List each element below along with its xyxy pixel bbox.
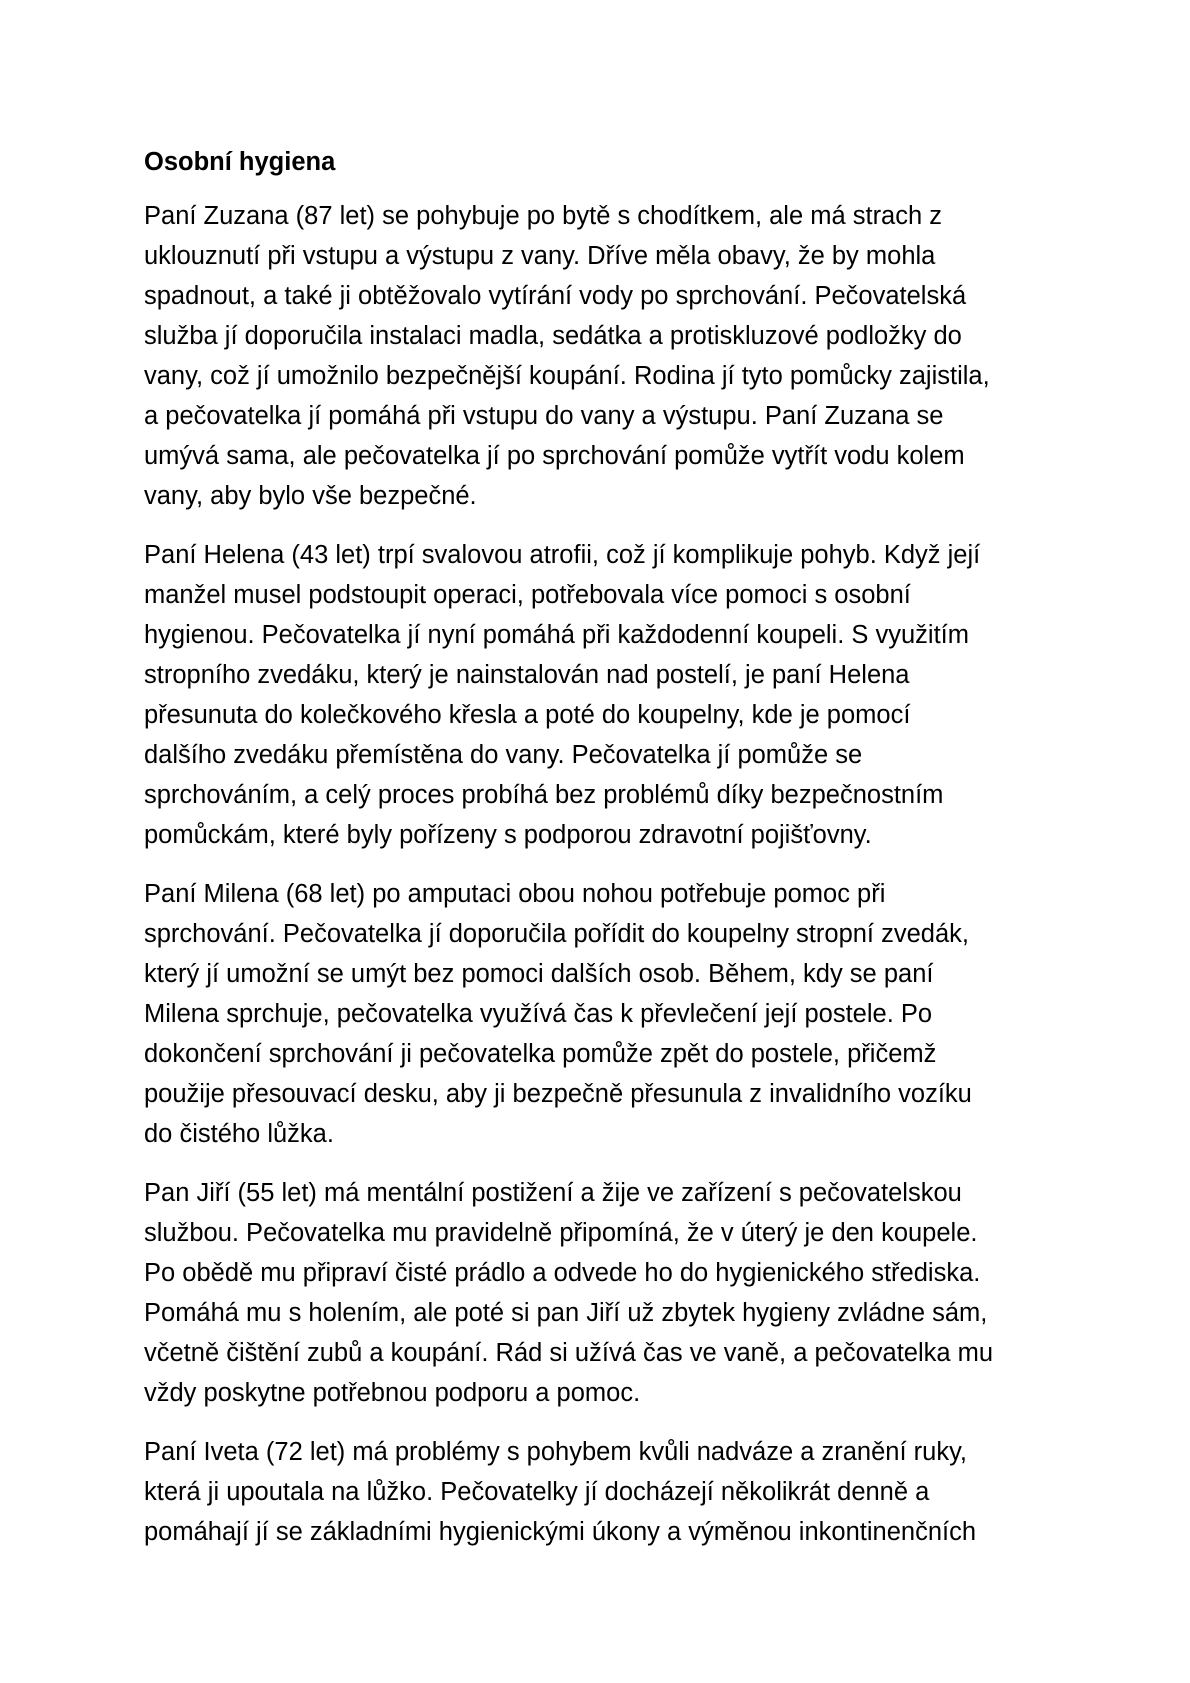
text-line: pomáhají jí se základními hygienickými úkony a výměnou inkontinenčních xyxy=(144,1518,977,1546)
text-line: který jí umožní se umýt bez pomoci dalších osob. Během, kdy se paní xyxy=(144,960,934,988)
text-line: vany, což jí umožnilo bezpečnější koupání. Rodina jí tyto pomůcky zajistila, xyxy=(144,362,990,390)
text-line: hygienou. Pečovatelka jí nyní pomáhá při každodenní koupeli. S využitím xyxy=(144,621,969,649)
text-line: Milena sprchuje, pečovatelka využívá čas k převlečení její postele. Po xyxy=(144,1000,933,1028)
text-line: použije přesouvací desku, aby ji bezpečně přesunula z invalidního vozíku xyxy=(144,1080,972,1108)
text-line: službou. Pečovatelka mu pravidelně připomíná, že v úterý je den koupele. xyxy=(144,1219,978,1247)
text-line: stropního zvedáku, který je nainstalován nad postelí, je paní Helena xyxy=(144,661,910,689)
text-line: uklouznutí při vstupu a výstupu z vany. Dříve měla obavy, že by mohla xyxy=(144,242,936,270)
text-line: spadnout, a také ji obtěžovalo vytírání vody po sprchování. Pečovatelská xyxy=(144,282,967,310)
text-line: sprchování. Pečovatelka jí doporučila pořídit do koupelny stropní zvedák, xyxy=(144,920,969,948)
paragraph-iveta xyxy=(144,1432,1064,1552)
paragraph-jiri xyxy=(144,1173,1064,1413)
text-line: Paní Iveta (72 let) má problémy s pohybem kvůli nadváze a zranění ruky, xyxy=(144,1438,968,1466)
text-line: včetně čištění zubů a koupání. Rád si užívá čas ve vaně, a pečovatelka mu xyxy=(144,1339,994,1367)
text-line: sprchováním, a celý proces probíhá bez problémů díky bezpečnostním xyxy=(144,781,944,809)
text-line: Pan Jiří (55 let) má mentální postižení a žije ve zařízení s pečovatelskou xyxy=(144,1179,962,1207)
text-line: Paní Helena (43 let) trpí svalovou atrofii, což jí komplikuje pohyb. Když její xyxy=(144,541,981,569)
text-line: vany, aby bylo vše bezpečné. xyxy=(144,482,477,510)
document-body xyxy=(144,142,1064,1571)
text-line: do čistého lůžka. xyxy=(144,1120,334,1148)
text-line: dokončení sprchování ji pečovatelka pomůže zpět do postele, přičemž xyxy=(144,1040,937,1068)
text-line: Paní Zuzana (87 let) se pohybuje po bytě s chodítkem, ale má strach z xyxy=(144,202,943,230)
paragraph-helena xyxy=(144,535,1064,855)
text-line: manžel musel podstoupit operaci, potřebovala více pomoci s osobní xyxy=(144,581,911,609)
text-line: Po obědě mu připraví čisté prádlo a odvede ho do hygienického střediska. xyxy=(144,1259,981,1287)
text-line: dalšího zvedáku přemístěna do vany. Pečovatelka jí pomůže se xyxy=(144,741,863,769)
paragraph-zuzana xyxy=(144,196,1064,516)
text-line: která ji upoutala na lůžko. Pečovatelky jí docházejí několikrát denně a xyxy=(144,1478,930,1506)
text-line: a pečovatelka jí pomáhá při vstupu do vany a výstupu. Paní Zuzana se xyxy=(144,402,944,430)
section-heading: Osobní hygiena xyxy=(144,148,336,176)
paragraph-milena xyxy=(144,874,1064,1154)
text-line: vždy poskytne potřebnou podporu a pomoc. xyxy=(144,1379,641,1407)
text-line: Pomáhá mu s holením, ale poté si pan Jiří už zbytek hygieny zvládne sám, xyxy=(144,1299,988,1327)
text-line: Paní Milena (68 let) po amputaci obou nohou potřebuje pomoc při xyxy=(144,880,886,908)
text-line: služba jí doporučila instalaci madla, sedátka a protiskluzové podložky do xyxy=(144,322,962,350)
text-line: pomůckám, které byly pořízeny s podporou zdravotní pojišťovny. xyxy=(144,821,872,849)
text-line: přesunuta do kolečkového křesla a poté do koupelny, kde je pomocí xyxy=(144,701,911,729)
text-line: umývá sama, ale pečovatelka jí po sprchování pomůže vytřít vodu kolem xyxy=(144,442,965,470)
